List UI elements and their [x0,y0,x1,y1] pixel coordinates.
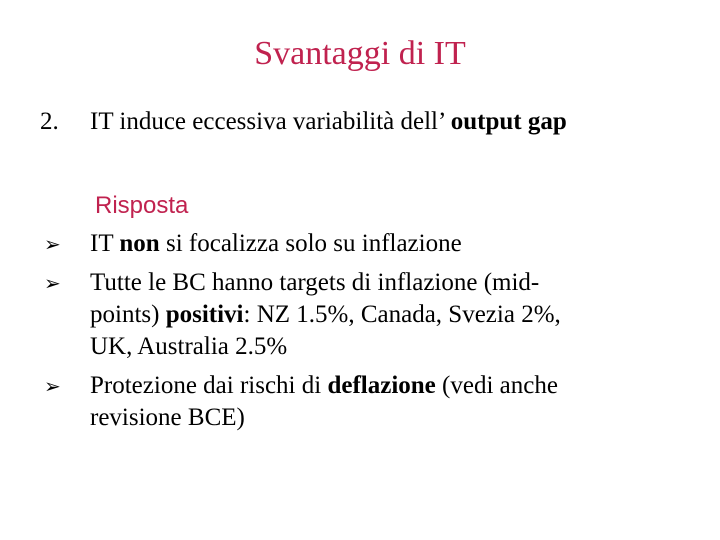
bullet-text: si focalizza solo su inflazione [159,230,462,257]
bullet-text: points) [90,301,166,328]
arrow-bullet-icon: ➢ [44,271,61,295]
bullet-text: (vedi anche [435,372,558,399]
bullet-text: UK, Australia 2.5% [90,333,288,360]
bullet-item [40,228,680,260]
slide-title: Svantaggi di IT [254,35,466,72]
bullet-bold-text: non [119,230,160,257]
numbered-point [40,104,567,140]
arrow-bullet-icon: ➢ [44,374,61,398]
point-bold-text: output gap [450,108,567,135]
bullet-bold-text: positivi [165,301,244,328]
bullet-item [40,370,680,434]
point-text: IT induce eccessiva variabilità dell’ [90,108,451,135]
bullet-list [40,228,680,441]
arrow-bullet-icon: ➢ [44,232,61,256]
bullet-text: IT [90,230,120,257]
bullet-text: : NZ 1.5%, Canada, Svezia 2%, [243,301,561,328]
bullet-item [40,267,680,363]
bullet-bold-text: deflazione [327,372,436,399]
bullet-text: Protezione dai rischi di [90,372,328,399]
point-number: 2. [40,108,59,135]
bullet-text: revisione BCE) [90,404,245,431]
risposta-heading: Risposta [95,192,189,219]
bullet-text: Tutte le BC hanno targets di inflazione (mid- [90,269,540,296]
